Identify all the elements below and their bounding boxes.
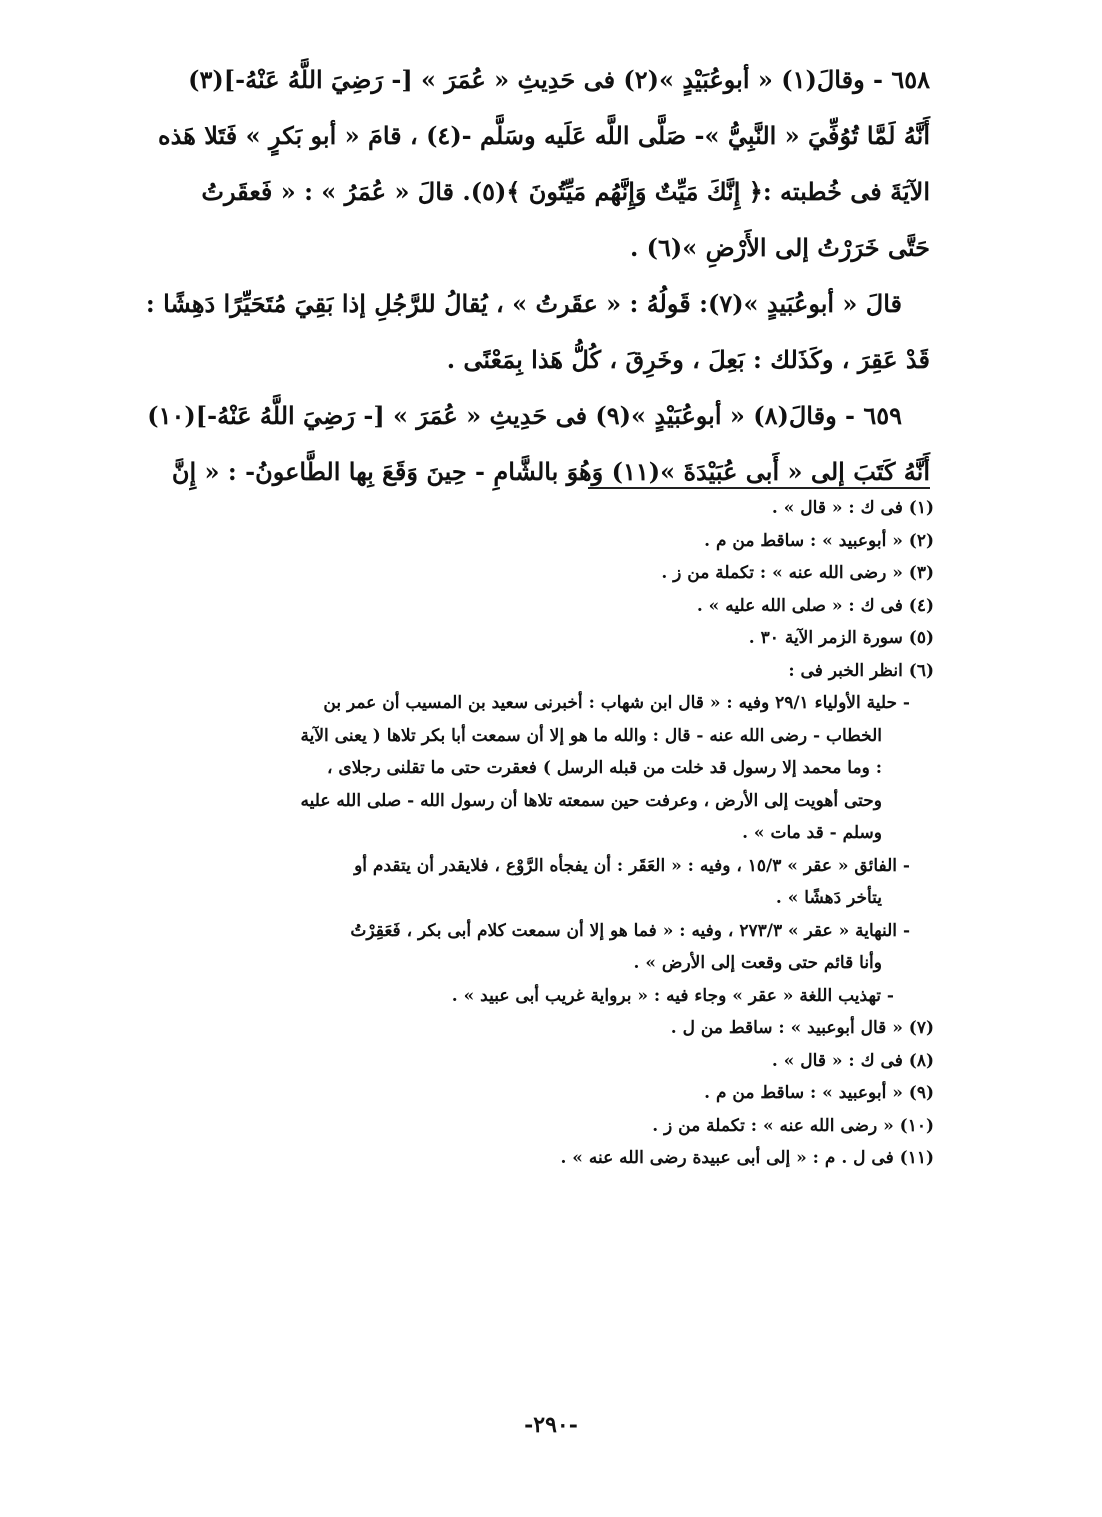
main-line-8: أَنَّهُ كَتَبَ إلى « أَبى عُبَيْدَةَ »(١١) وَهُوَ بالشَّامِ - حِينَ وَقَعَ بِها الطَّاعونُ- : « إِنَّ [171,457,930,486]
footnote-6-source-line: يتأخر دَهشًا » . [775,888,882,908]
footnote-6-source-line: الخطاب - رضى الله عنه - قال : والله ما هو إلا أن سمعت أبا بكر تلاها ( يعنى الآية [300,725,882,746]
footnote-3: (٣) « رضى الله عنه » : تكملة من ز . [661,563,934,583]
footnote-7: (٧) « قال أبوعبيد » : ساقط من ل . [670,1018,934,1038]
footnotes [168,492,934,1175]
main-line-2: أَنَّهُ لَمَّا تُوُفِّيَ « النَّبِيُّ »- صَلَّى اللَّه عَلَيه وسَلَّم -(٤) ، قامَ « أبو بَكرٍ » فَتَلا هَذه [158,121,930,150]
footnote-10: (١٠) « رضى الله عنه » : تكملة من ز . [652,1115,934,1136]
footnote-6-source-line: وسلم - قد مات » . [742,823,882,843]
footnote-9: (٩) « أبوعبيد » : ساقط من م . [704,1083,934,1103]
footnote-6-source-line: - النهاية « عقر » ٢٧٣/٣ ، وفيه : « فما هو إلا أن سمعت كلام أبى بكر ، فَعَقِرْتُ [350,920,910,941]
main-line-7: ٦٥٩ - وقالَ(٨) « أبوعُبَيْدٍ »(٩) فى حَدِيثِ « عُمَرَ » [- رَضِيَ اللَّهُ عَنْهُ-](١٠) [147,401,902,430]
footnote-6-source-line: وأنا قائم حتى وقعت إلى الأرض » . [633,953,882,973]
main-text [145,52,930,500]
footnote-separator [588,487,930,489]
main-line-1: ٦٥٨ - وقالَ(١) « أبوعُبَيْدٍ »(٢) فى حَدِيثِ « عُمَرَ » [- رَضِيَ اللَّهُ عَنْهُ-](٣) [188,65,930,94]
footnote-2: (٢) « أبوعبيد » : ساقط من م . [704,530,934,551]
main-line-5: قالَ « أبوعُبَيدٍ »(٧): قَولُهُ : « عقَرتُ » ، يُقالُ للرَّجُلِ إذا بَقِيَ مُتَحَيِّرًا دَهِشًا : [145,289,902,318]
footnote-4: (٤) فى ك : « صلى الله عليه » . [696,595,934,616]
main-line-6: قَدْ عَقِرَ ، وكَذَلك : بَعِلَ ، وخَرِقَ ، كُلُّ هَذا بِمَعْنًى . [446,345,930,374]
footnote-6-source-line: - حلية الأولياء ٢٩/١ وفيه : « قال ابن شهاب : أخبرنى سعيد بن المسيب أن عمر بن [323,693,910,713]
footnote-6-source-line: - الفائق « عقر » ١٥/٣ ، وفيه : « العَقَر : أن يفجأه الرَّوْع ، فلايقدر أن يتقدم أو [354,855,910,876]
footnote-1: (١) فى ك : « قال » . [771,498,934,518]
footnote-6-source-line: - تهذيب اللغة « عقر » وجاء فيه : « برواية غريب أبى عبيد » . [451,985,894,1006]
footnote-6-source-line: : وما محمد إلا رسول قد خلت من قبله الرسل ) فعقرت حتى ما تقلنى رجلاى ، [327,758,882,778]
footnote-6: (٦) انظر الخبر فى : [788,660,934,681]
main-line-4: حَتَّى خَرَرْتُ إلى الأَرْضِ »(٦) . [629,233,930,262]
footnote-11: (١١) فى ل . م : « إلى أبى عبيدة رضى الله عنه » . [560,1148,934,1168]
footnote-8: (٨) فى ك : « قال » . [771,1050,934,1071]
footnote-5: (٥) سورة الزمر الآية ٣٠ . [748,628,934,648]
main-line-3: الآيَةَ فى خُطبته :﴿ إِنَّكَ مَيِّتٌ وَإِنَّهُم مَيِّتُونَ ﴾(٥). قالَ « عُمَرُ » : « فَعقَرتُ [201,177,930,206]
page-number: -٢٩٠- [524,1412,578,1438]
footnote-6-source-line: وحتى أهويت إلى الأرض ، وعرفت حين سمعته تلاها أن رسول الله - صلى الله عليه [300,790,882,811]
